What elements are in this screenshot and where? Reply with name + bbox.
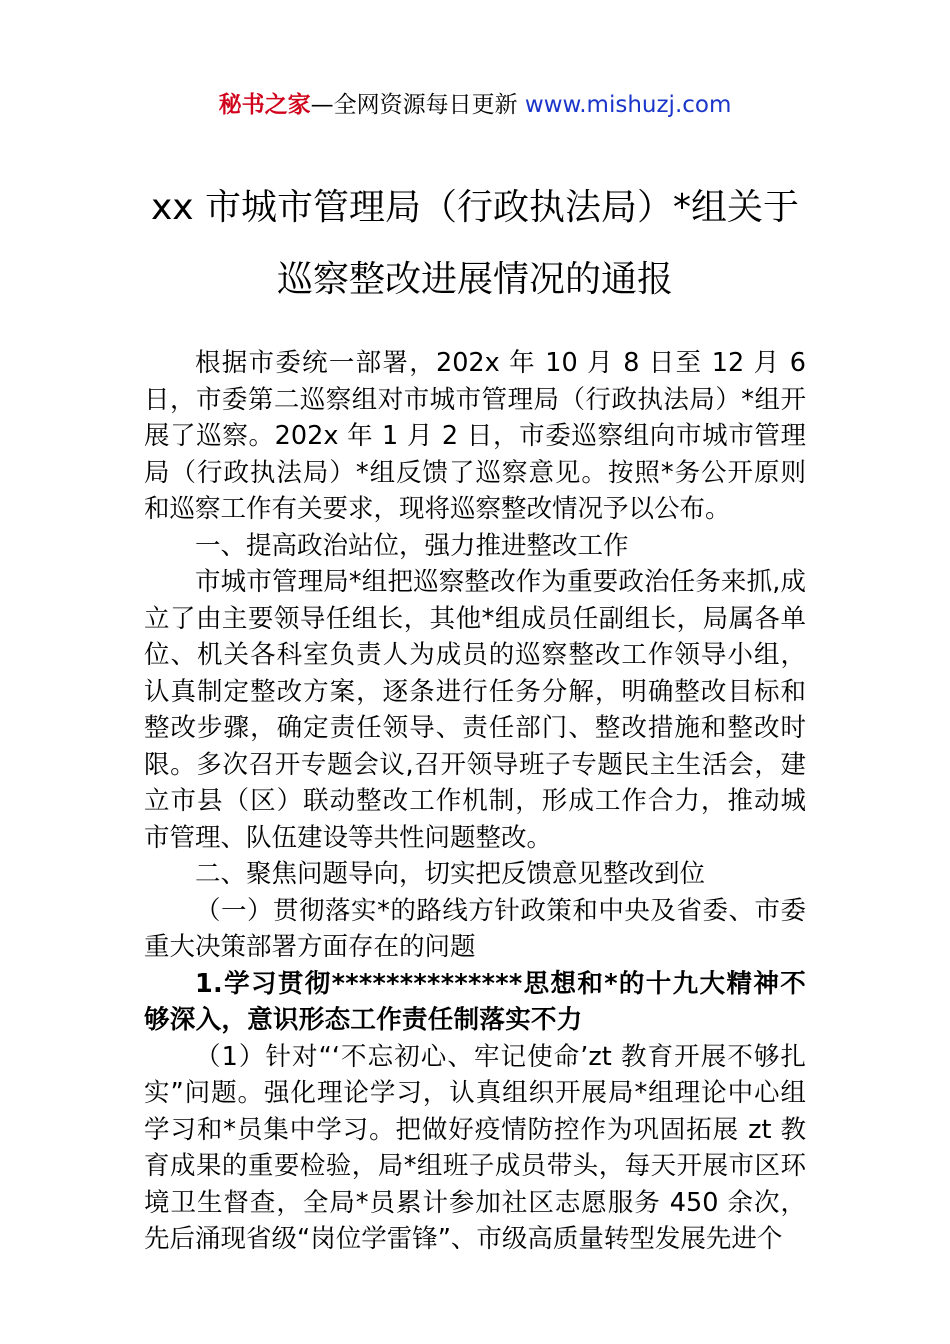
page-header bbox=[0, 88, 950, 122]
section-1-paragraph: 市城市管理局*组把巡察整改作为重要政治任务来抓,成立了由主要领导任组长，其他*组成员任副组长，局属各单位、机关各科室负责人为成员的巡察整改工作领导小组，认真制定整改方案，逐条进行任务分解，明确整改目标和整改步骤，确定责任领导、责任部门、整改措施和整改时限。多次召开专题会议,召开领导班子专题民主生活会，建立市县（区）联动整改工作机制，形成工作合力，推动城市管理、队伍建设等共性问题整改。 bbox=[144, 567, 806, 853]
brand-name: 秘书之家 bbox=[218, 92, 311, 118]
intro-paragraph: 根据市委统一部署，202x 年 10 月 8 日至 12 月 6 日，市委第二巡察组对市城市管理局（行政执法局）*组开展了巡察。202x 年 1 月 2 日，市委巡察组向市城市管理局（行政执法局）*组反馈了巡察意见。按照*务公开原则和巡察工作有关要求，现将巡察整改情况予以公布。 bbox=[144, 348, 806, 524]
item-1-paragraph: （1）针对“‘不忘初心、牢记使命’zt 教育开展不够扎实”问题。强化理论学习，认真组织开展局*组理论中心组学习和*员集中学习。把做好疫情防控作为巩固拓展 zt 教育成果的重要检验，局*组班子成员带头，每天开展市区环境卫生督查，全局*员累计参加社区志愿服务 450 余次，先后涌现省级“岗位学雷锋”、市级高质量转型发展先进个 bbox=[144, 1041, 806, 1254]
subsection-heading-1: （一）贯彻落实*的路线方针政策和中央及省委、市委重大决策部署方面存在的问题 bbox=[144, 895, 806, 962]
header-slogan: —全网资源每日更新 bbox=[310, 92, 518, 118]
section-heading-1: 一、提高政治站位，强力推进整改工作 bbox=[195, 530, 629, 561]
site-url[interactable]: www.mishuzj.com bbox=[524, 92, 732, 118]
section-heading-2: 二、聚焦问题导向，切实把反馈意见整改到位 bbox=[195, 859, 706, 889]
document-title-line-2: 巡察整改进展情况的通报 bbox=[276, 259, 673, 300]
document-body bbox=[144, 345, 806, 1258]
document-title-line-1: xx 市城市管理局（行政执法局）*组关于 bbox=[150, 187, 800, 228]
item-heading-1: 1.学习贯彻**************思想和*的十九大精神不够深入，意识形态工作责任制落实不力 bbox=[144, 968, 806, 1035]
